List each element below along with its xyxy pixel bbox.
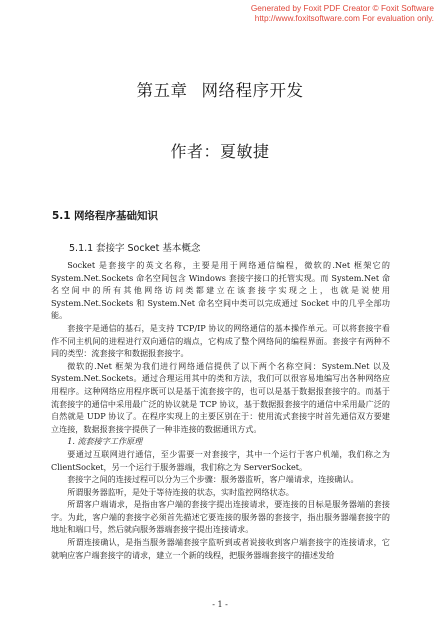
- paragraph: 所谓服务器监听，是处于等待连接的状态，实时监控网络状态。: [67, 486, 294, 497]
- paragraph: 微软的.Net 框架为我们进行网络通信提供了以下两个名称空间：System.Net 以及System.Net.Sockets。通过合理运用其中的类和方法，我们可以很容易地编写出各种网络应用程序。这种网络应用程序既可以是基于流套接字的，也可以是基于数据报套接字的。而基于流套接字的通信中采用最广泛的协议就是 TCP 协议，基于数据报套接字的通信中采用最广泛的自然就是 UDP 协议了。在程序实现上的主要区别在于：使用流式套接字时首先通信双方要建立连接，数据报套接字提供了一种非连接的数据通讯方式。: [51, 360, 390, 434]
- paragraph: 所谓客户端请求，是指由客户端的套接字提出连接请求，要连接的目标是服务器端的套接字。为此，客户端的套接字必须首先描述它要连接的服务器的套接字，指出服务器端套接字的地址和端口号，然后就向服务器端套接字提出连接请求。: [51, 499, 390, 535]
- section-heading: [52, 208, 158, 223]
- numbered-subheading: 1. 流套接字工作原理: [67, 436, 143, 447]
- chapter-number: 第五章: [136, 81, 188, 100]
- author-line: 作者：夏敏捷: [170, 142, 270, 161]
- subsection-number: 5.1.1: [69, 243, 94, 254]
- paragraph: 要通过互联网进行通信，至少需要一对套接字，其中一个运行于客户机端，我们称之为 ClientSocket，另一个运行于服务器端，我们称之为 ServerSocket。: [51, 448, 390, 472]
- paragraph: 套接字是通信的基石，是支持 TCP/IP 协议的网络通信的基本操作单元。可以将套接字看作不同主机间的进程进行双向通信的端点，它构成了整个网络间的编程界面。套接字有两种不同的类型：流套接字和数据报套接字。: [51, 322, 390, 359]
- chapter-name: 网络程序开发: [201, 81, 304, 100]
- chapter-title: [0, 77, 440, 101]
- body-text: [51, 259, 390, 561]
- page-number: - 1 -: [212, 600, 228, 609]
- section-number: 5.1: [52, 210, 71, 222]
- watermark-line-1: Generated by Foxit PDF Creator © Foxit Software: [250, 3, 434, 13]
- paragraph: 套接字之间的连接过程可以分为三个步骤：服务器监听，客户端请求，连接确认。: [67, 474, 359, 485]
- section-name: 网络程序基础知识: [74, 210, 158, 222]
- subsection-heading: [69, 240, 200, 254]
- paragraph: Socket 是套接字的英文名称，主要是用于网络通信编程，微软的.Net 框架它的System.Net.Sockets 命名空间包含 Windows 套接字接口的托管实现。而 System.Net 命名空间中的所有其他网络访问类都建立在该套接字实现之上，也就是说使用System.Net.Sockets 和 System.Net 命名空间中类可以完成通过 Socket 中的几乎全部功能。: [51, 260, 390, 321]
- watermark-line-2: http://www.foxitsoftware.com For evaluation only.: [254, 13, 434, 23]
- paragraph: 所谓连接确认，是指当服务器端套接字监听到或者说接收到客户端套接字的连接请求，它就响应客户端套接字的请求，建立一个新的线程，把服务器端套接字的描述发给: [51, 537, 390, 560]
- foxit-watermark: [251, 3, 434, 23]
- subsection-name: 套接字 Socket 基本概念: [96, 243, 201, 254]
